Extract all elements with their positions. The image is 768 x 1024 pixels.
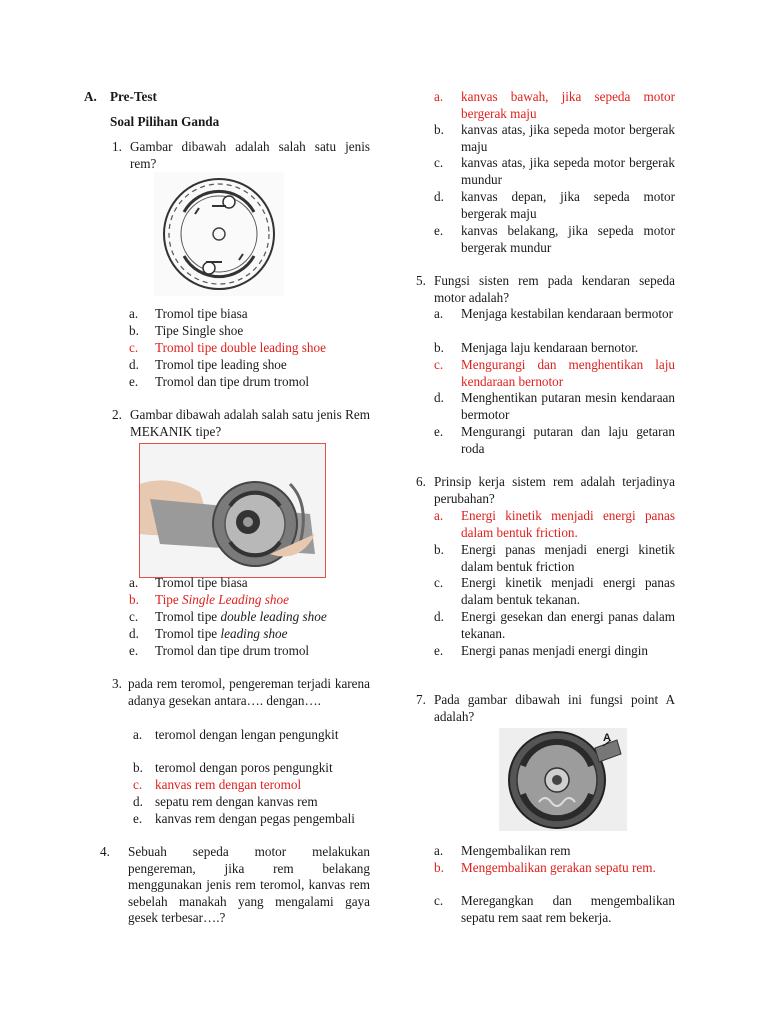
option-letter: e. bbox=[434, 643, 444, 658]
option-text: Mengurangi dan menghentikan laju kendaraan bernotor bbox=[461, 357, 675, 389]
option-letter: d. bbox=[133, 794, 143, 809]
option-letter: b. bbox=[133, 760, 143, 775]
option-text: Energi panas menjadi energi kinetik dalam bentuk friction bbox=[461, 542, 675, 574]
question-number: 1. bbox=[112, 139, 122, 154]
option-text: Mengembalikan rem bbox=[461, 843, 571, 858]
option-letter: e. bbox=[434, 424, 444, 439]
option-letter: a. bbox=[434, 306, 444, 321]
option-letter: b. bbox=[434, 122, 444, 137]
option-letter: e. bbox=[129, 643, 139, 658]
option-text-plain: Tromol tipe bbox=[155, 609, 221, 624]
option-letter: c. bbox=[129, 340, 139, 355]
option-text bbox=[155, 592, 369, 609]
option-text: Energi kinetik menjadi energi panas dalam bentuk tekanan. bbox=[461, 575, 675, 607]
option-text: Menjaga kestabilan kendaraan bermotor bbox=[461, 306, 674, 321]
option-text: Tromol tipe biasa bbox=[155, 575, 248, 590]
option-letter: d. bbox=[434, 609, 444, 624]
section-label: A. bbox=[84, 89, 97, 104]
option-text: kanvas rem dengan teromol bbox=[155, 777, 302, 792]
option-text: teromol dengan lengan pengungkit bbox=[155, 727, 339, 742]
option-text: Tromol tipe biasa bbox=[155, 306, 248, 321]
option-letter: e. bbox=[129, 374, 139, 389]
option-letter: c. bbox=[434, 575, 444, 590]
option-letter: a. bbox=[434, 508, 444, 523]
question-text: Pada gambar dibawah ini fungsi point A adalah? bbox=[434, 692, 675, 724]
option-letter: b. bbox=[434, 860, 444, 875]
option-text: kanvas atas, jika sepeda motor bergerak mundur bbox=[461, 155, 675, 187]
option-letter: b. bbox=[129, 592, 139, 607]
option-letter: a. bbox=[434, 843, 444, 858]
option-letter: a. bbox=[133, 727, 143, 742]
option-text: Energi panas menjadi energi dingin bbox=[461, 643, 649, 658]
option-text bbox=[155, 609, 369, 626]
option-text: Mengembalikan gerakan sepatu rem. bbox=[461, 860, 656, 875]
option-letter: c. bbox=[129, 609, 139, 624]
option-text: sepatu rem dengan kanvas rem bbox=[155, 794, 318, 809]
question-text: Fungsi sisten rem pada kendaran sepeda motor adalah? bbox=[434, 273, 675, 305]
option-letter: c. bbox=[434, 155, 444, 170]
option-text: Menghentikan putaran mesin kendaraan bermotor bbox=[461, 390, 675, 422]
option-letter: d. bbox=[434, 390, 444, 405]
option-text: Meregangkan dan mengembalikan sepatu rem saat rem bekerja. bbox=[461, 893, 675, 925]
option-text: teromol dengan poros pengungkit bbox=[155, 760, 333, 775]
option-text: Tromol dan tipe drum tromol bbox=[155, 374, 310, 389]
option-letter: c. bbox=[434, 893, 444, 908]
question-number: 5. bbox=[416, 273, 426, 288]
option-text-plain: Tromol tipe bbox=[155, 626, 221, 641]
point-a-label: A bbox=[603, 732, 611, 744]
question-number: 7. bbox=[416, 692, 426, 707]
question-text: Sebuah sepeda motor melakukan pengereman, jika rem belakang menggunakan jenis rem teromol, kanvas rem sebelah manakah yang mengalami gaya gesek terbesar….? bbox=[128, 844, 370, 926]
option-text: Tromol tipe double leading shoe bbox=[155, 340, 326, 355]
option-text: kanvas atas, jika sepeda motor bergerak maju bbox=[461, 122, 675, 154]
option-text: kanvas belakang, jika sepeda motor bergerak mundur bbox=[461, 223, 675, 255]
option-letter: c. bbox=[133, 777, 143, 792]
option-text: Tromol tipe leading shoe bbox=[155, 357, 287, 372]
option-text-italic: Single Leading shoe bbox=[182, 592, 289, 607]
option-letter: d. bbox=[129, 626, 139, 641]
option-letter: b. bbox=[129, 323, 139, 338]
option-text: Mengurangi putaran dan laju getaran roda bbox=[461, 424, 675, 456]
option-text: Energi gesekan dan energi panas dalam tekanan. bbox=[461, 609, 675, 641]
question-text: Gambar dibawah adalah salah satu jenis rem? bbox=[130, 139, 370, 171]
option-letter: d. bbox=[129, 357, 139, 372]
option-letter: d. bbox=[434, 189, 444, 204]
option-letter: b. bbox=[434, 340, 444, 355]
option-letter: b. bbox=[434, 542, 444, 557]
question-text: Gambar dibawah adalah salah satu jenis Rem MEKANIK tipe? bbox=[130, 407, 370, 439]
option-letter: e. bbox=[133, 811, 143, 826]
question-number: 2. bbox=[112, 407, 122, 422]
question-text: Prinsip kerja sistem rem adalah terjadinya perubahan? bbox=[434, 474, 675, 506]
option-text-plain: Tipe bbox=[155, 592, 182, 607]
option-text: kanvas rem dengan pegas pengembali bbox=[155, 811, 355, 826]
option-text: kanvas depan, jika sepeda motor bergerak maju bbox=[461, 189, 675, 221]
option-text-italic: leading shoe bbox=[220, 626, 288, 641]
option-letter: c. bbox=[434, 357, 444, 372]
option-letter: a. bbox=[129, 306, 139, 321]
question-number: 6. bbox=[416, 474, 426, 489]
section-title: Pre-Test bbox=[110, 89, 157, 104]
option-text: Menjaga laju kendaraan bernotor. bbox=[461, 340, 639, 355]
option-text: Tipe Single shoe bbox=[155, 323, 244, 338]
question-text: pada rem teromol, pengereman terjadi karena adanya gesekan antara…. dengan…. bbox=[128, 676, 370, 708]
question-number: 3. bbox=[112, 676, 122, 691]
option-text: Tromol dan tipe drum tromol bbox=[155, 643, 310, 658]
brake-assembly-figure bbox=[499, 728, 627, 831]
option-letter: e. bbox=[434, 223, 444, 238]
brake-drum-figure bbox=[154, 172, 284, 296]
question-number: 4. bbox=[100, 844, 110, 859]
option-text: Energi kinetik menjadi energi panas dalam bentuk friction. bbox=[461, 508, 675, 540]
section-subtitle: Soal Pilihan Ganda bbox=[110, 114, 220, 129]
option-text-italic: double leading shoe bbox=[220, 609, 327, 624]
option-text bbox=[155, 626, 369, 643]
mechanical-brake-photo bbox=[139, 443, 326, 578]
option-text: kanvas bawah, jika sepeda motor bergerak maju bbox=[461, 89, 675, 121]
option-letter: a. bbox=[434, 89, 444, 104]
option-letter: a. bbox=[129, 575, 139, 590]
